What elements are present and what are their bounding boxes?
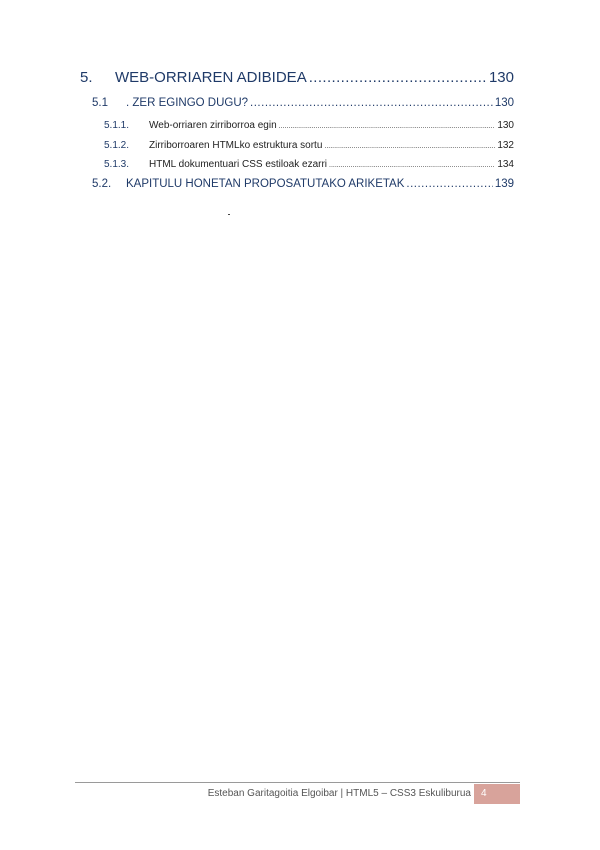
toc-dot-leader [329, 159, 495, 170]
toc-entry-section-5-1-2[interactable] [104, 140, 514, 151]
toc-entry-number: 5.1.2. [104, 140, 130, 151]
toc-entry-page: 130 [494, 97, 514, 109]
toc-entry-section-5-1[interactable] [92, 97, 514, 109]
toc-entry-title: Zirriborroaren HTMLko estruktura sortu [149, 140, 323, 151]
toc-entry-number: 5.1.3. [104, 159, 130, 170]
toc-dot-leader [309, 69, 487, 86]
toc-entry-title: WEB-ORRIAREN ADIBIDEA [115, 69, 307, 86]
toc-entry-page: 130 [488, 69, 514, 86]
toc-dot-leader [250, 97, 493, 109]
toc-dot-leader [279, 120, 496, 131]
footer-divider [75, 782, 520, 783]
toc-dot-leader [406, 178, 492, 190]
toc-entry-section-5-2[interactable] [92, 178, 514, 190]
toc-entry-page: 134 [497, 159, 514, 170]
toc-entry-page: 139 [494, 178, 514, 190]
toc-entry-page: 132 [497, 140, 514, 151]
toc-entry-page: 130 [497, 120, 514, 131]
stray-mark [228, 214, 230, 215]
toc-entry-section-5-1-3[interactable] [104, 159, 514, 170]
toc-dot-leader [324, 140, 495, 151]
toc-entry-number: 5. [80, 69, 93, 86]
toc-entry-number: 5.1 [92, 97, 108, 109]
toc-entry-number: 5.2. [92, 178, 112, 190]
toc-entry-title: Web-orriaren zirriborroa egin [149, 120, 277, 131]
toc-entry-section-5-1-1[interactable] [104, 120, 514, 131]
toc-entry-title: HTML dokumentuari CSS estiloak ezarri [149, 159, 328, 170]
footer-text: Esteban Garitagoitia Elgoibar | HTML5 – CSS3 Eskuliburua [207, 788, 471, 799]
table-of-contents [0, 0, 600, 200]
toc-entry-number: 5.1.1. [104, 120, 130, 131]
footer-page-number: 4 [474, 784, 520, 804]
toc-entry-chapter-5[interactable] [80, 69, 514, 86]
toc-entry-title: KAPITULU HONETAN PROPOSATUTAKO ARIKETAK [126, 178, 405, 190]
toc-entry-title: . ZER EGINGO DUGU? [126, 97, 249, 109]
